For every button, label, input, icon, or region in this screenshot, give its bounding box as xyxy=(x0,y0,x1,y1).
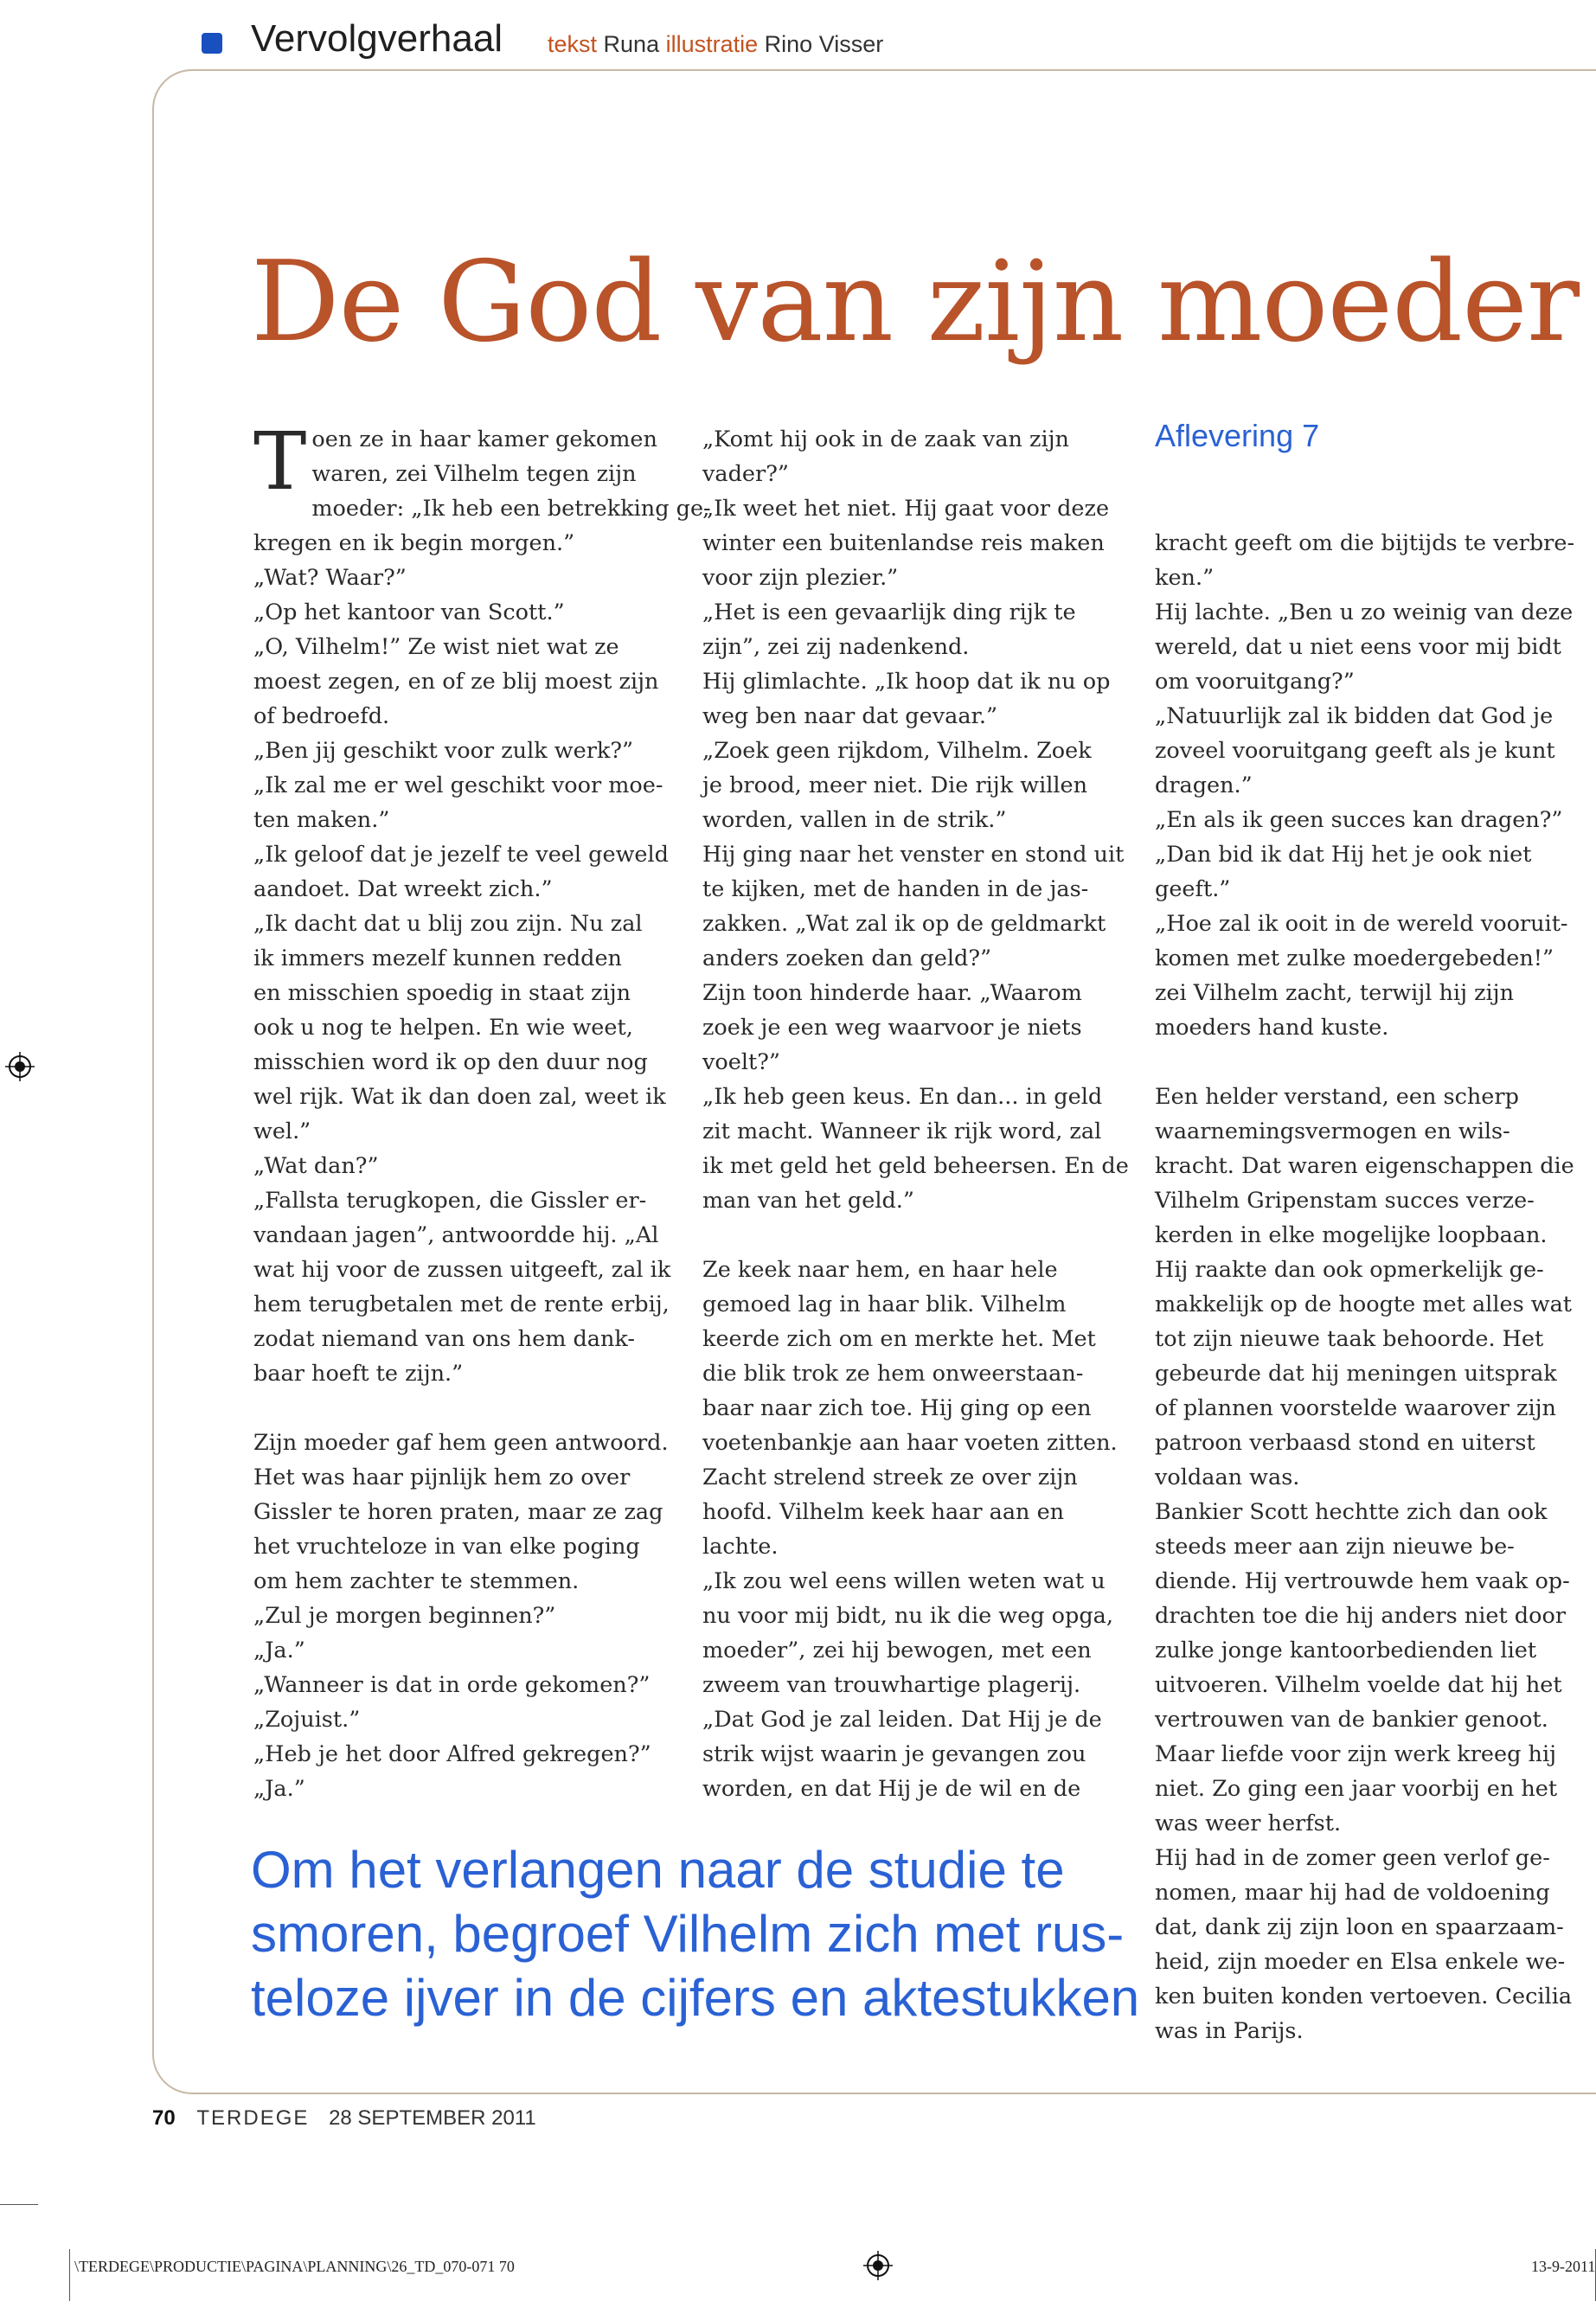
text-line: strik wijst waarin je gevangen zou xyxy=(702,1741,1086,1767)
text-line: Maar liefde voor zijn werk kreeg hij xyxy=(1155,1741,1557,1767)
text-line: ook u nog te helpen. En wie weet, xyxy=(253,1015,633,1041)
text-line: Vilhelm Gripenstam succes verze- xyxy=(1155,1188,1535,1214)
text-line: komen met zulke moedergebeden!” xyxy=(1155,945,1554,971)
text-line: ik met geld het geld beheersen. En de xyxy=(702,1153,1129,1179)
page-footer xyxy=(152,2106,536,2131)
text-line: misschien word ik op den duur nog xyxy=(253,1049,648,1075)
text-line: wel rijk. Wat ik dan doen zal, weet ik xyxy=(253,1084,666,1110)
text-line: waarnemingsvermogen en wils- xyxy=(1155,1118,1510,1144)
text-line: die blik trok ze hem onweerstaan- xyxy=(702,1361,1084,1387)
text-line: zijn”, zei zij nadenkend. xyxy=(702,634,970,660)
text-line: het vruchteloze in van elke poging xyxy=(253,1534,640,1560)
text-line: „Zojuist.” xyxy=(253,1707,361,1733)
text-line: „Ik geloof dat je jezelf te veel geweld xyxy=(253,842,669,868)
text-line: kregen en ik begin morgen.” xyxy=(253,530,575,556)
text-line: nu voor mij bidt, nu ik die weg opga, xyxy=(702,1603,1113,1629)
text-line xyxy=(1155,1045,1587,1080)
text-line: weg ben naar dat gevaar.” xyxy=(702,703,998,729)
text-line: Zijn toon hinderde haar. „Waarom xyxy=(702,980,1082,1006)
text-line: voelt?” xyxy=(702,1049,780,1075)
text-line xyxy=(253,1391,686,1426)
text-line: vertrouwen van de bankier genoot. xyxy=(1155,1707,1548,1733)
text-line: ten maken.” xyxy=(253,807,390,833)
column-1-lines xyxy=(253,415,711,1806)
text-line: Ze keek naar hem, en haar hele xyxy=(702,1257,1058,1283)
text-line: zei Vilhelm zacht, terwijl hij zijn xyxy=(1155,980,1515,1006)
text-line: patroon verbaasd stond en uiterst xyxy=(1155,1430,1535,1456)
text-line: man van het geld.” xyxy=(702,1188,914,1214)
text-line: uitvoeren. Vilhelm voelde dat hij het xyxy=(1155,1672,1562,1698)
text-line: dragen.” xyxy=(1155,772,1253,798)
text-line: of plannen voorstelde waarover zijn xyxy=(1155,1395,1556,1421)
text-line: „Ben jij geschikt voor zulk werk?” xyxy=(253,738,634,764)
text-line: moeder”, zei hij bewogen, met een xyxy=(702,1638,1092,1663)
credits-illustration-label: illustratie xyxy=(665,31,759,57)
text-line: Hij lachte. „Ben u zo weinig van deze xyxy=(1155,599,1574,625)
text-line: zakken. „Wat zal ik op de geldmarkt xyxy=(702,911,1106,937)
text-line: winter een buitenlandse reis maken xyxy=(702,530,1105,556)
text-line: steeds meer aan zijn nieuwe be- xyxy=(1155,1534,1515,1560)
text-line: Bankier Scott hechtte zich dan ook xyxy=(1155,1499,1548,1525)
episode-label: Aflevering 7 xyxy=(1155,418,1320,453)
text-line: „Ik weet het niet. Hij gaat voor deze xyxy=(702,496,1110,522)
text-line: anders zoeken dan geld?” xyxy=(702,945,992,971)
text-line: zit macht. Wanneer ik rijk word, zal xyxy=(702,1118,1102,1144)
credits-illustrator: Rino Visser xyxy=(764,31,884,57)
text-line: „Natuurlijk zal ik bidden dat God je xyxy=(1155,703,1554,729)
text-line: vandaan jagen”, antwoordde hij. „Al xyxy=(253,1222,659,1248)
text-line: „Zul je morgen beginnen?” xyxy=(253,1603,556,1629)
text-line: ik immers mezelf kunnen redden xyxy=(253,945,622,971)
text-line: „Ja.” xyxy=(253,1638,305,1663)
text-line: „Hoe zal ik ooit in de wereld vooruit- xyxy=(1155,911,1568,937)
text-line: om vooruitgang?” xyxy=(1155,669,1355,695)
text-line: Hij raakte dan ook opmerkelijk ge- xyxy=(1155,1257,1544,1283)
text-line: hoofd. Vilhelm keek haar aan en xyxy=(702,1499,1065,1525)
pull-quote-lines xyxy=(251,1838,1140,2030)
text-line: „Wat? Waar?” xyxy=(253,565,407,591)
text-line: „Fallsta terugkopen, die Gissler er- xyxy=(253,1188,647,1214)
text-line: kracht geeft om die bijtijds te verbre- xyxy=(1155,530,1575,556)
text-line: om hem zachter te stemmen. xyxy=(253,1568,580,1594)
text-line: wel.” xyxy=(253,1118,311,1144)
text-line: aandoet. Dat wreekt zich.” xyxy=(253,876,553,902)
text-line: vader?” xyxy=(702,461,789,487)
text-line: geeft.” xyxy=(1155,876,1231,902)
text-line: „Ik heb geen keus. En dan... in geld xyxy=(702,1084,1103,1110)
text-line: moeder: „Ik heb een betrekking ge- xyxy=(311,496,711,522)
text-line: Het was haar pijnlijk hem zo over xyxy=(253,1465,631,1490)
text-line xyxy=(702,1218,1135,1253)
text-line: Om het verlangen naar de studie te xyxy=(251,1841,1065,1899)
text-line: diende. Hij vertrouwde hem vaak op- xyxy=(1155,1568,1570,1594)
text-line: worden, vallen in de strik.” xyxy=(702,807,1007,833)
text-line: ken.” xyxy=(1155,565,1215,591)
text-line: „Ja.” xyxy=(253,1776,305,1802)
text-line: Zacht strelend streek ze over zijn xyxy=(702,1465,1078,1490)
text-line: wat hij voor de zussen uitgeeft, zal ik xyxy=(253,1257,671,1283)
pull-quote xyxy=(251,1838,1140,2030)
text-line: tot zijn nieuwe taak behoorde. Het xyxy=(1155,1326,1544,1352)
text-line: was in Parijs. xyxy=(1155,2018,1304,2044)
text-line: drachten toe die hij anders niet door xyxy=(1155,1603,1567,1629)
text-line: of bedroefd. xyxy=(253,703,390,729)
print-slug-date: 13-9-2011 xyxy=(1531,2258,1596,2275)
text-line: teloze ijver in de cijfers en aktestukken xyxy=(251,1969,1140,2027)
magazine-name: TERDEGE xyxy=(196,2106,310,2130)
section-title: Vervolgverhaal xyxy=(251,17,503,60)
text-line: „Ik zou wel eens willen weten wat u xyxy=(702,1568,1106,1594)
text-line: Hij ging naar het venster en stond uit xyxy=(702,842,1125,868)
text-line: zulke jonge kantoorbedienden liet xyxy=(1155,1638,1537,1663)
text-line: Gissler te horen praten, maar ze zag xyxy=(253,1499,663,1525)
text-line: oen ze in haar kamer gekomen xyxy=(311,426,657,452)
text-line: „Ik dacht dat u blij zou zijn. Nu zal xyxy=(253,911,643,937)
dropcap: T xyxy=(253,415,307,508)
text-line: niet. Zo ging een jaar voorbij en het xyxy=(1155,1776,1558,1802)
text-line: dat, dank zij zijn loon en spaarzaam- xyxy=(1155,1914,1564,1940)
text-line: keerde zich om en merkte het. Met xyxy=(702,1326,1096,1352)
text-line: baar naar zich toe. Hij ging op een xyxy=(702,1395,1092,1421)
credits-author: Runa xyxy=(603,31,660,57)
text-line: kerden in elke mogelijke loopbaan. xyxy=(1155,1222,1548,1248)
registration-mark-icon xyxy=(863,2251,893,2280)
text-line: moest zegen, en of ze blij moest zijn xyxy=(253,669,659,695)
text-line: zoveel vooruitgang geeft als je kunt xyxy=(1155,738,1555,764)
text-line: moeders hand kuste. xyxy=(1155,1015,1389,1041)
text-column-1 xyxy=(253,415,711,1806)
text-line: gemoed lag in haar blik. Vilhelm xyxy=(702,1292,1067,1317)
text-line: „Dat God je zal leiden. Dat Hij je de xyxy=(702,1707,1102,1733)
crop-mark-horizontal xyxy=(0,2204,38,2205)
text-line: „En als ik geen succes kan dragen?” xyxy=(1155,807,1563,833)
column-3-lines xyxy=(1155,526,1587,2048)
text-line: Zijn moeder gaf hem geen antwoord. xyxy=(253,1430,669,1456)
credits xyxy=(548,31,883,58)
text-line: kracht. Dat waren eigenschappen die xyxy=(1155,1153,1574,1179)
page-number: 70 xyxy=(152,2106,176,2130)
text-line: hem terugbetalen met de rente erbij, xyxy=(253,1292,670,1317)
text-line: „Zoek geen rijkdom, Vilhelm. Zoek xyxy=(702,738,1092,764)
text-line: waren, zei Vilhelm tegen zijn xyxy=(311,461,637,487)
text-line: Een helder verstand, een scherp xyxy=(1155,1084,1519,1110)
text-line: „O, Vilhelm!” Ze wist niet wat ze xyxy=(253,634,619,660)
text-line: baar hoeft te zijn.” xyxy=(253,1361,464,1387)
text-line: nomen, maar hij had de voldoening xyxy=(1155,1880,1550,1906)
text-line: „Wat dan?” xyxy=(253,1153,379,1179)
text-column-2 xyxy=(702,422,1135,1806)
text-line: wereld, dat u niet eens voor mij bidt xyxy=(1155,634,1561,660)
section-marker-square xyxy=(202,33,222,54)
text-line: en misschien spoedig in staat zijn xyxy=(253,980,631,1006)
text-line: Hij glimlachte. „Ik hoop dat ik nu op xyxy=(702,669,1111,695)
text-line: was weer herfst. xyxy=(1155,1811,1342,1836)
credits-text-label: tekst xyxy=(548,31,598,57)
text-line: te kijken, met de handen in de jas- xyxy=(702,876,1089,902)
print-slug-path: \TERDEGE\PRODUCTIE\PAGINA\PLANNING\26_TD_070-071 70 xyxy=(74,2258,515,2275)
text-line: voldaan was. xyxy=(1155,1465,1300,1490)
text-line: zoek je een weg waarvoor je niets xyxy=(702,1015,1082,1041)
text-line: ken buiten konden vertoeven. Cecilia xyxy=(1155,1984,1573,2009)
crop-mark-vertical-left xyxy=(69,2249,70,2301)
text-line: je brood, meer niet. Die rijk willen xyxy=(702,772,1088,798)
text-line: heid, zijn moeder en Elsa enkele we- xyxy=(1155,1949,1566,1975)
text-line: voetenbankje aan haar voeten zitten. xyxy=(702,1430,1118,1456)
registration-mark-icon xyxy=(5,1052,35,1081)
text-line: voor zijn plezier.” xyxy=(702,565,899,591)
column-2-lines xyxy=(702,422,1135,1806)
text-line: „Op het kantoor van Scott.” xyxy=(253,599,565,625)
text-line: „Het is een gevaarlijk ding rijk te xyxy=(702,599,1076,625)
text-line: „Dan bid ik dat Hij het je ook niet xyxy=(1155,842,1532,868)
text-line: smoren, begroef Vilhelm zich met rus- xyxy=(251,1905,1125,1963)
text-line: „Ik zal me er wel geschikt voor moe- xyxy=(253,772,663,798)
text-line: zodat niemand van ons hem dank- xyxy=(253,1326,636,1352)
text-line: worden, en dat Hij je de wil en de xyxy=(702,1776,1081,1802)
text-line: „Heb je het door Alfred gekregen?” xyxy=(253,1741,651,1767)
text-line: lachte. xyxy=(702,1534,779,1560)
text-line: gebeurde dat hij meningen uitsprak xyxy=(1155,1361,1557,1387)
text-line: „Wanneer is dat in orde gekomen?” xyxy=(253,1672,651,1698)
article-title: De God van zijn moeder xyxy=(251,238,1579,367)
text-column-3 xyxy=(1155,526,1587,2048)
text-line: makkelijk op de hoogte met alles wat xyxy=(1155,1292,1573,1317)
text-line: „Komt hij ook in de zaak van zijn xyxy=(702,426,1069,452)
text-line: zweem van trouwhartige plagerij. xyxy=(702,1672,1081,1698)
text-line: Hij had in de zomer geen verlof ge- xyxy=(1155,1845,1550,1871)
issue-date: 28 SEPTEMBER 2011 xyxy=(329,2106,536,2130)
